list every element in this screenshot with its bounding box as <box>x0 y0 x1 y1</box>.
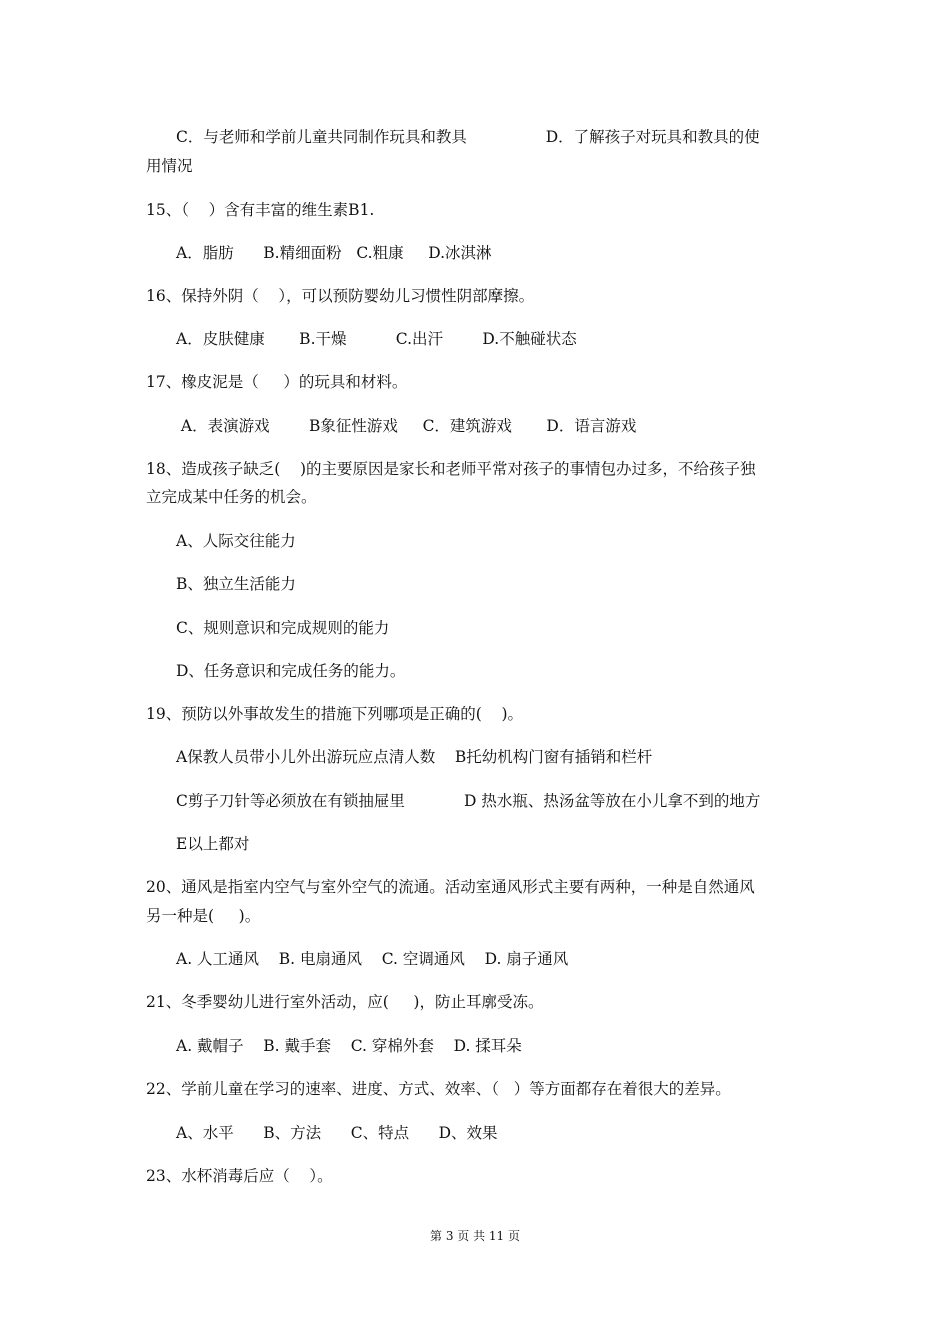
q15-options: A．脂肪 B.精细面粉 C.粗康 D.冰淇淋 <box>176 244 492 262</box>
question-17: 17、橡皮泥是（ ）的玩具和材料。 <box>146 373 408 391</box>
question-22: 22、学前儿童在学习的速率、进度、方式、效率、（ ）等方面都存在着很大的差异。 <box>146 1080 731 1098</box>
q14-option-d-cont: 用情况 <box>146 157 193 175</box>
q22-options: A、水平 B、方法 C、特点 D、效果 <box>176 1124 498 1142</box>
q18-option-a: A、人际交往能力 <box>176 532 296 550</box>
question-20: 20、通风是指室内空气与室外空气的流通。活动室通风形式主要有两种，一种是自然通风 <box>146 878 755 896</box>
q19-option-a-b: A保教人员带小儿外出游玩应点清人数 B托幼机构门窗有插销和栏杆 <box>176 748 653 766</box>
q18-option-c: C、规则意识和完成规则的能力 <box>176 619 390 637</box>
question-19: 19、预防以外事故发生的措施下列哪项是正确的( )。 <box>146 705 524 723</box>
question-21: 21、冬季婴幼儿进行室外活动，应( )，防止耳廓受冻。 <box>146 993 544 1011</box>
question-23: 23、水杯消毒后应（ ）。 <box>146 1167 333 1185</box>
q17-options: A．表演游戏 B象征性游戏 C．建筑游戏 D．语言游戏 <box>176 417 637 435</box>
q21-options: A. 戴帽子 B. 戴手套 C. 穿棉外套 D. 揉耳朵 <box>176 1037 522 1055</box>
q20-options: A. 人工通风 B. 电扇通风 C. 空调通风 D. 扇子通风 <box>176 950 569 968</box>
q18-option-b: B、独立生活能力 <box>176 575 296 593</box>
q16-options: A．皮肤健康 B.干燥 C.出汗 D.不触碰状态 <box>176 330 577 348</box>
q18-option-d: D、任务意识和完成任务的能力。 <box>176 662 406 680</box>
page-footer: 第 3 页 共 11 页 <box>430 1229 520 1243</box>
question-18-cont: 立完成某中任务的机会。 <box>146 488 317 506</box>
q19-option-e: E以上都对 <box>176 835 250 853</box>
q19-option-c-d: C剪子刀针等必须放在有锁抽屉里 D 热水瓶、热汤盆等放在小儿拿不到的地方 <box>176 792 761 810</box>
question-15: 15、（ ）含有丰富的维生素B1. <box>146 201 375 219</box>
question-20-cont: 另一种是( )。 <box>146 907 261 925</box>
question-16: 16、保持外阴（ ），可以预防婴幼儿习惯性阴部摩擦。 <box>146 287 535 305</box>
question-18: 18、造成孩子缺乏( )的主要原因是家长和老师平常对孩子的事情包办过多，不给孩子独 <box>146 460 756 478</box>
q14-option-c-d: C．与老师和学前儿童共同制作玩具和教具 D．了解孩子对玩具和教具的使 <box>176 128 760 146</box>
